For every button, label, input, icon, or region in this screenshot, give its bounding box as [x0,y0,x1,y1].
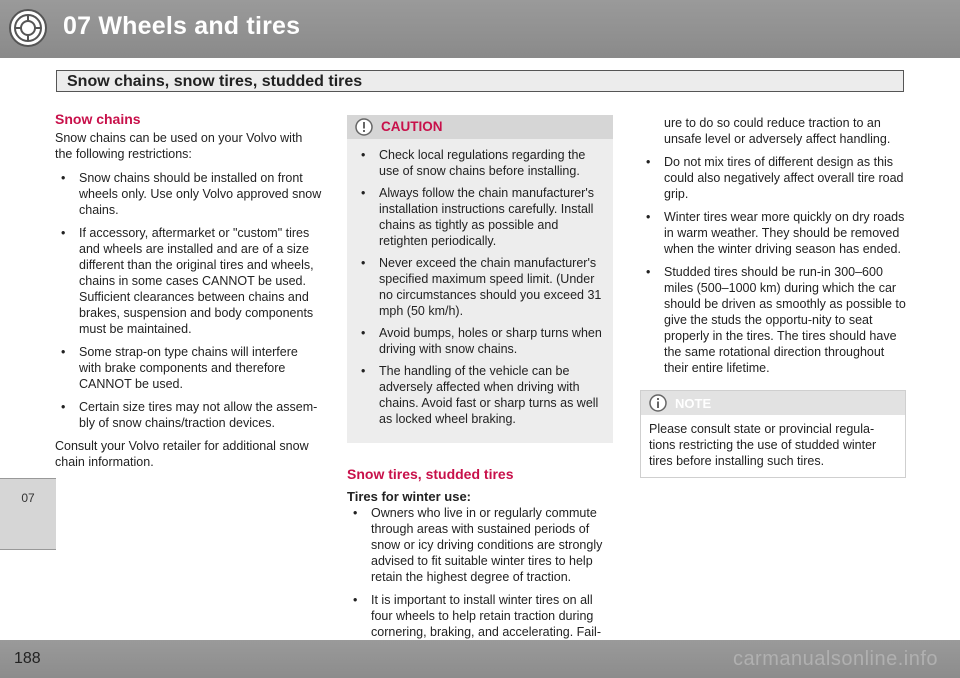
info-icon [649,394,667,412]
watermark: carmanualsonline.info [732,648,938,670]
winter-use-subheading: Tires for winter use: [347,489,472,504]
winter-tires-list-continued [640,154,906,376]
caution-label: CAUTION [381,119,443,134]
caution-header [347,115,613,139]
right-column [640,115,906,478]
chapter-tab-number: 07 [21,491,35,505]
snow-chains-closing: Consult your Volvo retailer for additional snow chain information. [55,439,309,469]
page-number: 188 [14,650,41,667]
list-item: • Studded tires should be run-in 300–600 miles (500–1000 km) during which the car should be driven as smoothly as possible to give the studs the opportu-nity to seat properly in the tires. The tires should have the same rotational direction throughout their entire lifetime. [640,264,906,376]
section-bar [56,70,904,92]
list-item: • Never exceed the chain manufacturer's specified maximum speed limit. (Under no circumstances should you exceed 31 mph (50 km/h). [355,255,605,319]
caution-list [347,139,613,427]
list-item: • Avoid bumps, holes or sharp turns when driving with snow chains. [355,325,605,357]
list-item: • It is important to install winter tires on all four wheels to help retain traction during cornering, braking, and accelerating. Fail- [347,592,613,640]
list-item: • Check local regulations regarding the use of snow chains before installing. [355,147,605,179]
snow-tires-heading: Snow tires, studded tires [347,466,514,482]
list-item: • Some strap-on type chains will interfere with brake components and therefore CANNOT be used. [55,344,323,392]
chapter-title: 07 Wheels and tires [63,12,301,40]
list-item: • Snow chains should be installed on front wheels only. Use only Volvo approved snow chains. [55,170,323,218]
list-item: • Do not mix tires of different design as this could also negatively affect overall tire road grip. [640,154,906,202]
note-box [640,390,906,478]
section-title: Snow chains, snow tires, studded tires [67,73,363,90]
caution-box [347,115,613,443]
snow-chains-intro: Snow chains can be used on your Volvo with the following restrictions: [55,131,303,161]
note-header [641,391,905,415]
note-text: Please consult state or provincial regula-tions restricting the use of studded winter tires before installing such tires. [649,422,877,468]
header-band [0,0,960,58]
list-item: • Winter tires wear more quickly on dry roads in warm weather. They should be removed when the winter driving season has ended. [640,209,906,257]
warning-icon [355,118,373,136]
list-item: • Always follow the chain manufacturer's installation instructions carefully. Install chains as tightly as possible and retighten periodically. [355,185,605,249]
snow-chains-heading: Snow chains [55,111,141,127]
winter-tires-list [347,505,613,640]
middle-column [347,115,613,647]
chapter-tab[interactable] [0,478,56,550]
list-item: • Owners who live in or regularly commute through areas with sustained periods of snow or icy driving conditions are strongly advised to fit suitable winter tires to help retain the highest degree of traction. [347,505,613,585]
snow-chains-list [55,170,323,431]
note-label: NOTE [675,396,712,411]
list-item: • If accessory, aftermarket or "custom" tires and wheels are installed and are of a size different than the original tires and wheels, chains in some cases CANNOT be used. Sufficient clearances between chains and brakes, suspension and body components must be maintained. [55,225,323,337]
footer-band [0,640,960,678]
list-item: • The handling of the vehicle can be adversely affected when driving with chains. Avoid fast or sharp turns as well as locked wheel braking. [355,363,605,427]
list-item: • Certain size tires may not allow the assem-bly of snow chains/traction devices. [55,399,323,431]
wheel-icon [8,8,48,48]
continued-text: ure to do so could reduce traction to an unsafe level or adversely affect handling. [664,116,891,146]
left-column [55,110,323,478]
